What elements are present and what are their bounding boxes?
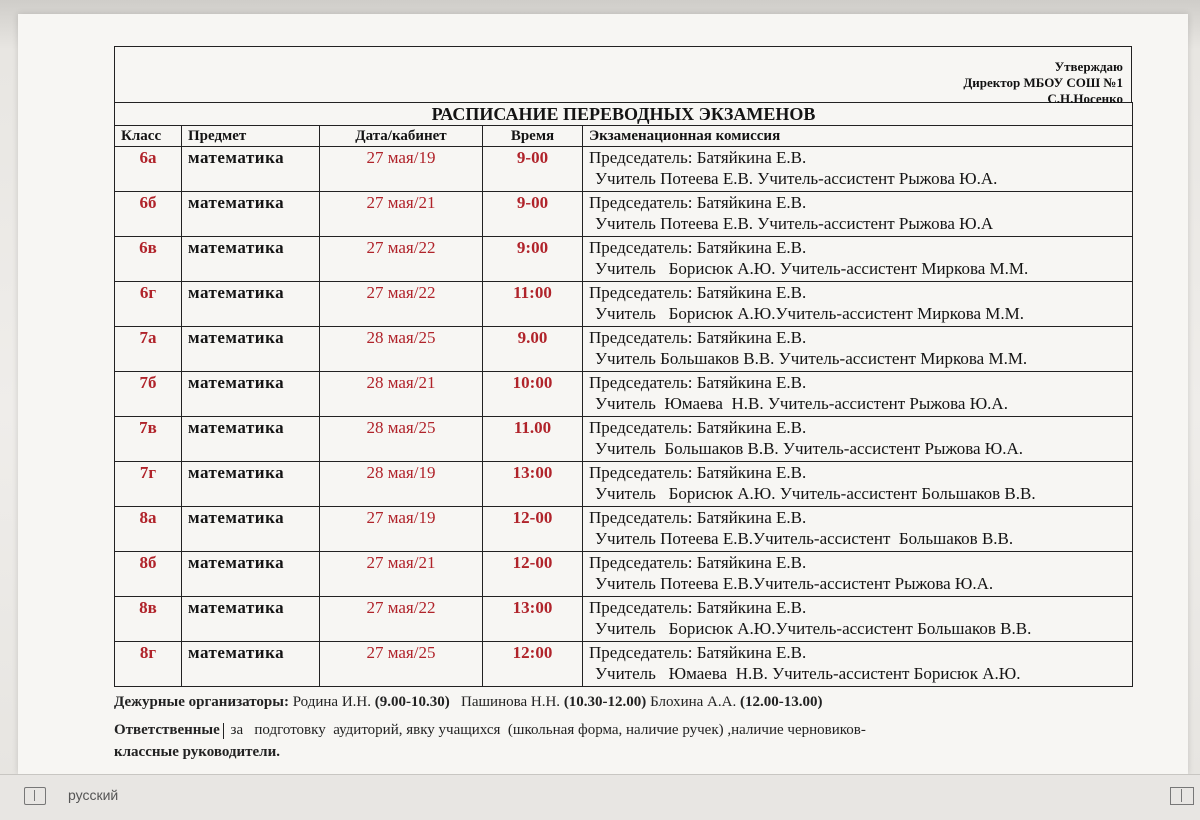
table-row [115,147,1133,192]
table-row [115,552,1133,597]
commission-chair: Председатель: Батяйкина Е.В. [589,463,807,482]
cell-class: 8г [115,642,182,687]
cell-class: 7б [115,372,182,417]
cell-subject: математика [182,642,320,687]
table-row [115,642,1133,687]
cell-date-room: 28 мая/21 [320,372,483,417]
cell-time: 10:00 [483,372,583,417]
commission-chair: Председатель: Батяйкина Е.В. [589,553,807,572]
cell-commission [583,597,1133,642]
commission-chair: Председатель: Батяйкина Е.В. [589,328,807,347]
cell-time: 11:00 [483,282,583,327]
cell-commission [583,147,1133,192]
cell-date-room: 27 мая/19 [320,147,483,192]
cell-subject: математика [182,237,320,282]
document-content [114,46,1132,763]
header-commission: Экзаменационная комиссия [583,126,1133,147]
cell-class: 7г [115,462,182,507]
duty-time-3: (12.00-13.00) [739,694,823,710]
table-body [115,147,1133,687]
cell-commission [583,237,1133,282]
table-row [115,507,1133,552]
commission-members: Учитель Борисюк А.Ю.Учитель-ассистент Миркова М.М. [595,304,1025,323]
commission-chair: Председатель: Батяйкина Е.В. [589,148,807,167]
cell-class: 7в [115,417,182,462]
cell-date-room: 28 мая/19 [320,462,483,507]
cell-date-room: 27 мая/22 [320,282,483,327]
cell-class: 6а [115,147,182,192]
approval-block [114,46,1132,106]
table-row [115,372,1133,417]
cell-time: 12-00 [483,552,583,597]
cell-subject: математика [182,372,320,417]
commission-chair: Председатель: Батяйкина Е.В. [589,283,807,302]
cell-class: 8в [115,597,182,642]
commission-chair: Председатель: Батяйкина Е.В. [589,418,807,437]
cell-time: 13:00 [483,597,583,642]
document-page [18,14,1188,774]
cell-time: 12-00 [483,507,583,552]
duty-time-2: (10.30-12.00) [563,694,647,710]
cell-date-room: 27 мая/21 [320,552,483,597]
table-row [115,237,1133,282]
cell-date-room: 28 мая/25 [320,327,483,372]
cell-commission [583,282,1133,327]
cell-subject: математика [182,192,320,237]
schedule-title: РАСПИСАНИЕ ПЕРЕВОДНЫХ ЭКЗАМЕНОВ [115,103,1133,126]
duty-person-1: Родина И.Н. [288,694,375,710]
cell-class: 6б [115,192,182,237]
responsible-label: Ответственные [114,722,220,738]
cell-date-room: 27 мая/22 [320,237,483,282]
commission-members: Учитель Потеева Е.В. Учитель-ассистент Рыжова Ю.А [595,214,994,233]
commission-members: Учитель Большаков В.В. Учитель-ассистент Миркова М.М. [595,349,1028,368]
commission-members: Учитель Потеева Е.В. Учитель-ассистент Рыжова Ю.А. [595,169,998,188]
cell-commission [583,372,1133,417]
exam-schedule-table [114,102,1133,687]
cell-date-room: 27 мая/21 [320,192,483,237]
status-bar [0,774,1200,820]
commission-members: Учитель Борисюк А.Ю. Учитель-ассистент Большаков В.В. [595,484,1036,503]
table-row [115,597,1133,642]
cell-commission [583,462,1133,507]
cell-subject: математика [182,462,320,507]
cell-commission [583,642,1133,687]
approval-line-1: Утверждаю [1054,59,1123,74]
duty-time-1: (9.00-10.30) [374,694,450,710]
commission-members: Учитель Юмаева Н.В. Учитель-ассистент Борисюк А.Ю. [595,664,1021,683]
responsible-line [114,719,1132,763]
cell-time: 11.00 [483,417,583,462]
table-row [115,417,1133,462]
duty-line [114,691,1132,713]
cell-commission [583,417,1133,462]
table-row [115,327,1133,372]
cell-time: 9:00 [483,237,583,282]
read-mode-icon[interactable] [1170,787,1194,805]
cell-class: 7а [115,327,182,372]
cell-date-room: 27 мая/19 [320,507,483,552]
commission-chair: Председатель: Батяйкина Е.В. [589,508,807,527]
cell-subject: математика [182,282,320,327]
cell-time: 9-00 [483,147,583,192]
commission-members: Учитель Борисюк А.Ю.Учитель-ассистент Большаков В.В. [595,619,1032,638]
cell-subject: математика [182,417,320,462]
approval-line-2: Директор МБОУ СОШ №1 [963,75,1123,90]
duty-label: Дежурные организаторы: [114,694,289,710]
cell-subject: математика [182,147,320,192]
commission-chair: Председатель: Батяйкина Е.В. [589,643,807,662]
cell-date-room: 27 мая/25 [320,642,483,687]
cell-subject: математика [182,552,320,597]
table-row [115,282,1133,327]
cell-commission [583,192,1133,237]
cell-time: 12:00 [483,642,583,687]
language-indicator[interactable]: русский [68,787,119,803]
commission-members: Учитель Потеева Е.В.Учитель-ассистент Рыжова Ю.А. [595,574,994,593]
header-date: Дата/кабинет [320,126,483,147]
cell-commission [583,507,1133,552]
cell-commission [583,327,1133,372]
cell-class: 8б [115,552,182,597]
table-row [115,462,1133,507]
footer-notes [114,691,1132,763]
cell-class: 6г [115,282,182,327]
cell-class: 6в [115,237,182,282]
commission-members: Учитель Борисюк А.Ю. Учитель-ассистент Миркова М.М. [595,259,1029,278]
duty-person-2: Пашинова Н.Н. [449,694,564,710]
header-class: Класс [115,126,182,147]
cell-commission [583,552,1133,597]
commission-chair: Председатель: Батяйкина Е.В. [589,238,807,257]
commission-members: Учитель Потеева Е.В.Учитель-ассистент Большаков В.В. [595,529,1014,548]
cell-subject: математика [182,507,320,552]
table-row [115,192,1133,237]
header-time: Время [483,126,583,147]
cell-time: 9.00 [483,327,583,372]
cell-subject: математика [182,327,320,372]
duty-person-3: Блохина А.А. [646,694,740,710]
cell-class: 8а [115,507,182,552]
cell-time: 9-00 [483,192,583,237]
language-book-icon[interactable] [24,787,46,805]
cell-date-room: 27 мая/22 [320,597,483,642]
commission-chair: Председатель: Батяйкина Е.В. [589,598,807,617]
header-subject: Предмет [182,126,320,147]
cell-time: 13:00 [483,462,583,507]
commission-chair: Председатель: Батяйкина Е.В. [589,373,807,392]
commission-members: Учитель Юмаева Н.В. Учитель-ассистент Рыжова Ю.А. [595,394,1008,413]
responsible-text-2: классные руководители. [114,744,280,760]
approval-line-3: С.Н.Носенко [1047,91,1123,106]
cell-subject: математика [182,597,320,642]
responsible-text: за подготовку аудиторий, явку учащихся (школьная форма, наличие ручек) ,наличие черновиков- [226,722,866,738]
text-cursor [223,723,224,739]
commission-chair: Председатель: Батяйкина Е.В. [589,193,807,212]
cell-date-room: 28 мая/25 [320,417,483,462]
commission-members: Учитель Большаков В.В. Учитель-ассистент Рыжова Ю.А. [595,439,1024,458]
